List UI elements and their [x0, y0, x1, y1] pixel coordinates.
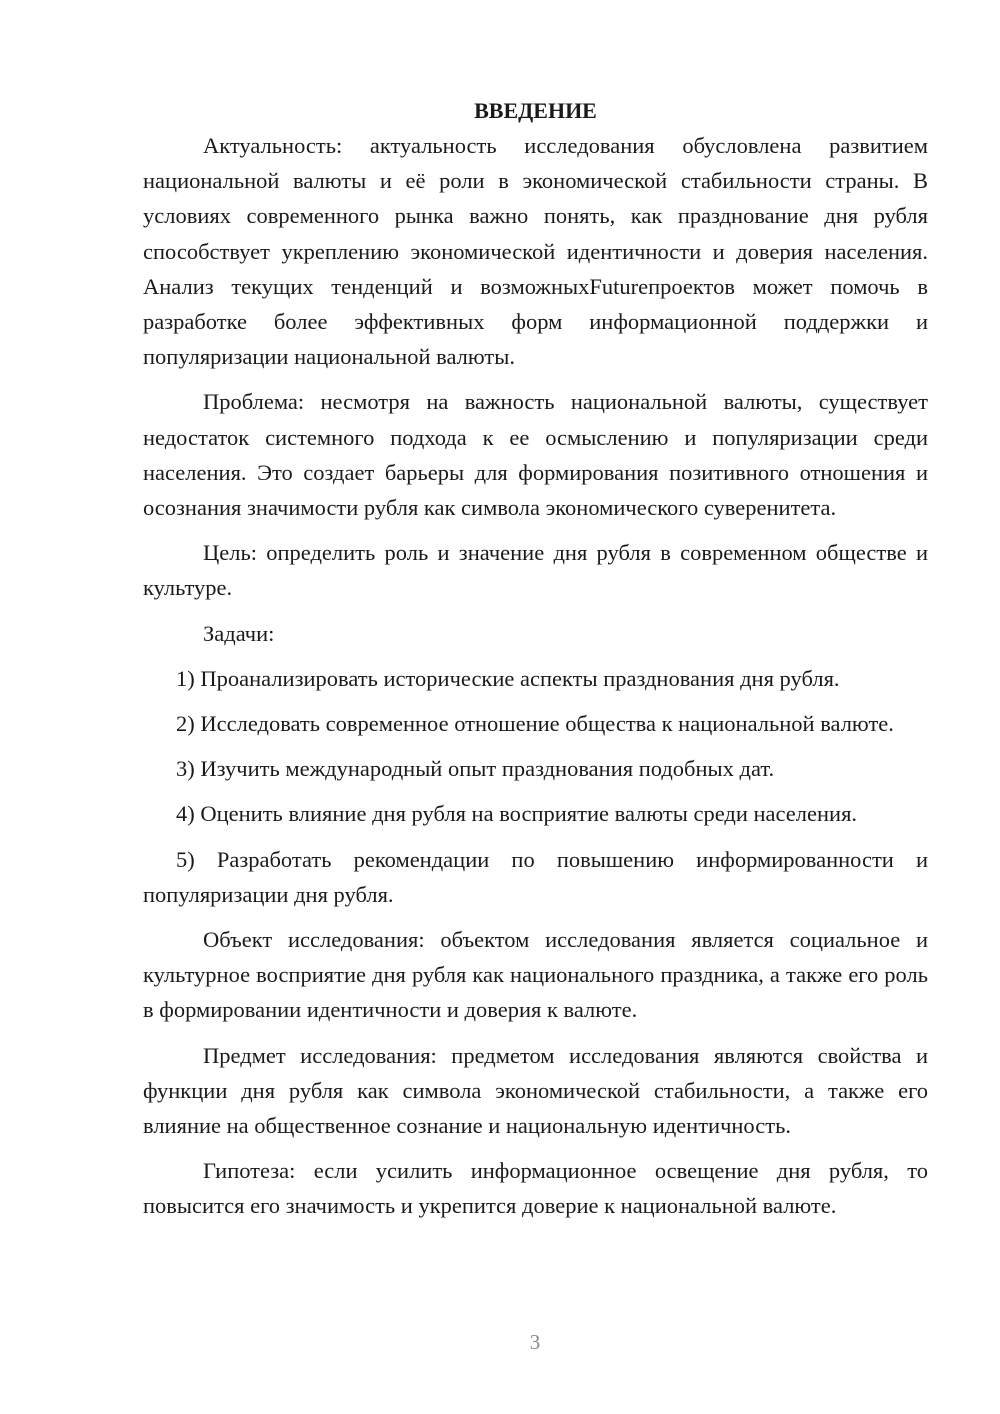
tasks-heading: Задачи: — [203, 620, 275, 646]
object-paragraph: Объект исследования: объектом исследования является социальное и культурное восприятие дня рубля как национального праздника, а также его роль в формировании идентичности и доверия к валюте. — [143, 927, 928, 1023]
problem-paragraph: Проблема: несмотря на важность национальной валюты, существует недостаток системного подхода к ее осмыслению и популяризации среди населения. Это создает барьеры для формирования позитивного отношения и осознания значимости рубля как символа экономического суверенитета. — [143, 389, 928, 521]
hypothesis-paragraph: Гипотеза: если усилить информационное освещение дня рубля, то повысится его значимость и укрепится доверие к национальной валюте. — [143, 1158, 928, 1219]
task-item-1: 1) Проанализировать исторические аспекты празднования дня рубля. — [176, 665, 840, 691]
task-item-5: 5) Разработать рекомендации по повышению информированности и популяризации дня рубля. — [143, 846, 928, 907]
subject-paragraph: Предмет исследования: предметом исследования являются свойства и функции дня рубля как символа экономической стабильности, а также его влияние на общественное сознание и национальную идентичность. — [143, 1042, 928, 1139]
goal-paragraph: Цель: определить роль и значение дня рубля в современном обществе и культуре. — [143, 540, 928, 601]
task-item-2: 2) Исследовать современное отношение общества к национальной валюте. — [176, 711, 894, 737]
relevance-paragraph: Актуальность: актуальность исследования обусловлена развитием национальной валюты и её роли в экономической стабильности страны. В условиях современного рынка важно понять, как празднование дня рубля способствует укреплению экономической идентичности и доверия населения. Анализ текущих тенденций и возможныхFutureпроектов может помочь в разработке более эффективных форм информационной поддержки и популяризации национальной валюты. — [143, 133, 928, 370]
page-title: ВВЕДЕНИЕ — [474, 98, 597, 123]
task-item-4: 4) Оценить влияние дня рубля на восприятие валюты среди населения. — [176, 801, 858, 827]
task-item-3: 3) Изучить международный опыт празднования подобных дат. — [176, 756, 775, 782]
page-number: 3 — [529, 1330, 541, 1354]
document-page — [143, 93, 928, 1234]
